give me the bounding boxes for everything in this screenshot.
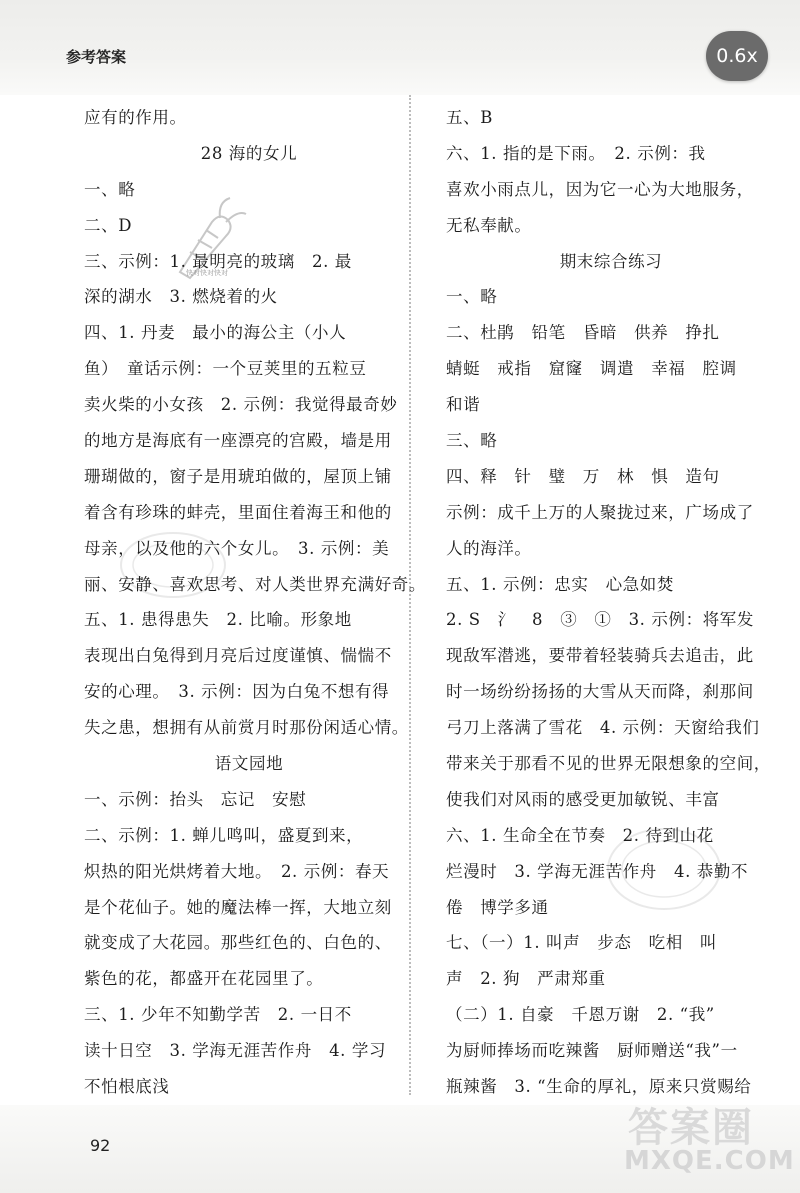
answer-line: 五、B: [446, 108, 493, 127]
answer-line: 二、杜鹃 铅笔 昏暗 供养 挣扎: [446, 323, 720, 343]
answer-line: 四、释 针 璧 万 林 惧 造句: [446, 466, 720, 486]
answer-line: 卖火柴的小女孩 2. 示例：我觉得最奇妙: [84, 395, 398, 415]
answer-line: 一、略: [84, 179, 136, 199]
answer-line: 蜻蜓 戒指 窟窿 调遣 幸福 腔调: [446, 359, 737, 379]
answer-line: 使我们对风雨的感受更加敏锐、丰富: [446, 789, 720, 809]
header-label: 参考答案: [66, 48, 127, 66]
answer-line: 珊瑚做的，窗子是用琥珀做的，屋顶上铺: [84, 466, 392, 486]
zoom-level-badge[interactable]: 0.6x: [706, 31, 768, 81]
section-heading: 期末综合练习: [559, 251, 663, 271]
answer-line: 喜欢小雨点儿，因为它一心为大地服务，: [446, 179, 754, 199]
answer-line: 二、示例：1. 蝉儿鸣叫，盛夏到来，: [84, 825, 364, 845]
answer-line: 六、1. 生命全在节奏 2. 待到山花: [446, 825, 714, 845]
answer-line: 现敌军潜逃，要带着轻装骑兵去追击，此: [446, 646, 754, 666]
answer-line: 无私奉献。: [446, 215, 532, 235]
answer-line: 三、示例：1. 最明亮的玻璃 2. 最: [84, 251, 352, 271]
answer-line: 是个花仙子。她的魔法棒一挥，大地立刻: [84, 897, 392, 917]
answer-line: 2. S 氵 8 ③ ① 3. 示例：将军发: [446, 610, 754, 630]
answer-line: 安的心理。 3. 示例：因为白兔不想有得: [84, 682, 390, 702]
answer-line: 失之患，想拥有从前赏月时那份闲适心情。: [84, 718, 409, 738]
answer-line: 三、略: [446, 431, 498, 451]
answer-line: 一、示例：抬头 忘记 安慰: [84, 789, 307, 809]
answer-line: 示例：成千上万的人聚拢过来，广场成了: [446, 502, 754, 522]
answer-line: 为厨师捧场而吃辣酱 厨师赠送“我”一: [446, 1041, 738, 1061]
answer-line: 和谐: [446, 395, 481, 415]
answer-line: 瓶辣酱 3. “生命的厚礼，原来只赏赐给: [446, 1077, 752, 1097]
answer-line: 的地方是海底有一座漂亮的宫殿，墙是用: [84, 431, 392, 451]
answer-line: 三、1. 少年不知勤学苦 2. 一日不: [84, 1005, 352, 1025]
watermark-url: MXQE.COM: [624, 1146, 795, 1176]
answer-line: 倦 博学多通: [446, 897, 549, 917]
section-heading: 语文园地: [214, 754, 284, 774]
answer-line: 带来关于那看不见的世界无限想象的空间，: [446, 754, 771, 774]
answer-line: 就变成了大花园。那些红色的、白色的、: [84, 933, 392, 953]
section-heading: 28 海的女儿: [200, 143, 298, 163]
answer-line: 时一场纷纷扬扬的大雪从天而降，刹那间: [446, 682, 754, 702]
answer-line: 一、略: [446, 287, 498, 307]
answer-line: 着含有珍珠的蚌壳，里面住着海王和他的: [84, 502, 392, 522]
watermark-logo: 答案圈: [628, 1105, 754, 1151]
answer-line: 不怕根底浅: [84, 1077, 170, 1097]
left-answer-column: [84, 100, 426, 1141]
answer-line: 五、1. 示例：忠实 心急如焚: [446, 574, 674, 594]
answer-line: 紫色的花，都盛开在花园里了。: [84, 969, 324, 989]
answer-line: 表现出白兔得到月亮后过度谨慎、惴惴不: [84, 646, 392, 666]
answer-line: 声 2. 狗 严肃郑重: [446, 969, 606, 989]
answer-line: （二）1. 自豪 千恩万谢 2. “我”: [446, 1005, 715, 1025]
answer-line: 七、（一）1. 叫声 步态 吃相 叫: [446, 933, 718, 953]
answer-line: 人的海洋。: [446, 538, 532, 558]
answer-line: 五、1. 患得患失 2. 比喻。形象地: [84, 610, 352, 630]
answer-line: 鱼） 童话示例：一个豆荚里的五粒豆: [84, 359, 367, 379]
answer-line: 炽热的阳光烘烤着大地。 2. 示例：春天: [84, 861, 390, 881]
stamp-watermark-text: 快对快对快对: [186, 269, 228, 277]
answer-line: 六、1. 指的是下雨。 2. 示例：我: [446, 143, 706, 163]
answer-line: 二、D: [84, 215, 133, 235]
page-number: 92: [90, 1136, 111, 1155]
answer-line: 弓刀上落满了雪花 4. 示例：天窗给我们: [446, 718, 760, 738]
answer-line: 四、1. 丹麦 最小的海公主（小人: [84, 323, 347, 343]
answer-line: 烂漫时 3. 学海无涯苦作舟 4. 恭勤不: [446, 861, 749, 881]
answer-line: 丽、安静、喜欢思考、对人类世界充满好奇。: [84, 574, 426, 594]
answer-line: 读十日空 3. 学海无涯苦作舟 4. 学习: [84, 1041, 387, 1061]
right-answer-column: [446, 100, 776, 1177]
answer-line: 深的湖水 3. 燃烧着的火: [84, 287, 278, 307]
answer-line: 应有的作用。: [84, 108, 187, 127]
answer-line: 母亲，以及他的六个女儿。 3. 示例：美: [84, 538, 390, 558]
